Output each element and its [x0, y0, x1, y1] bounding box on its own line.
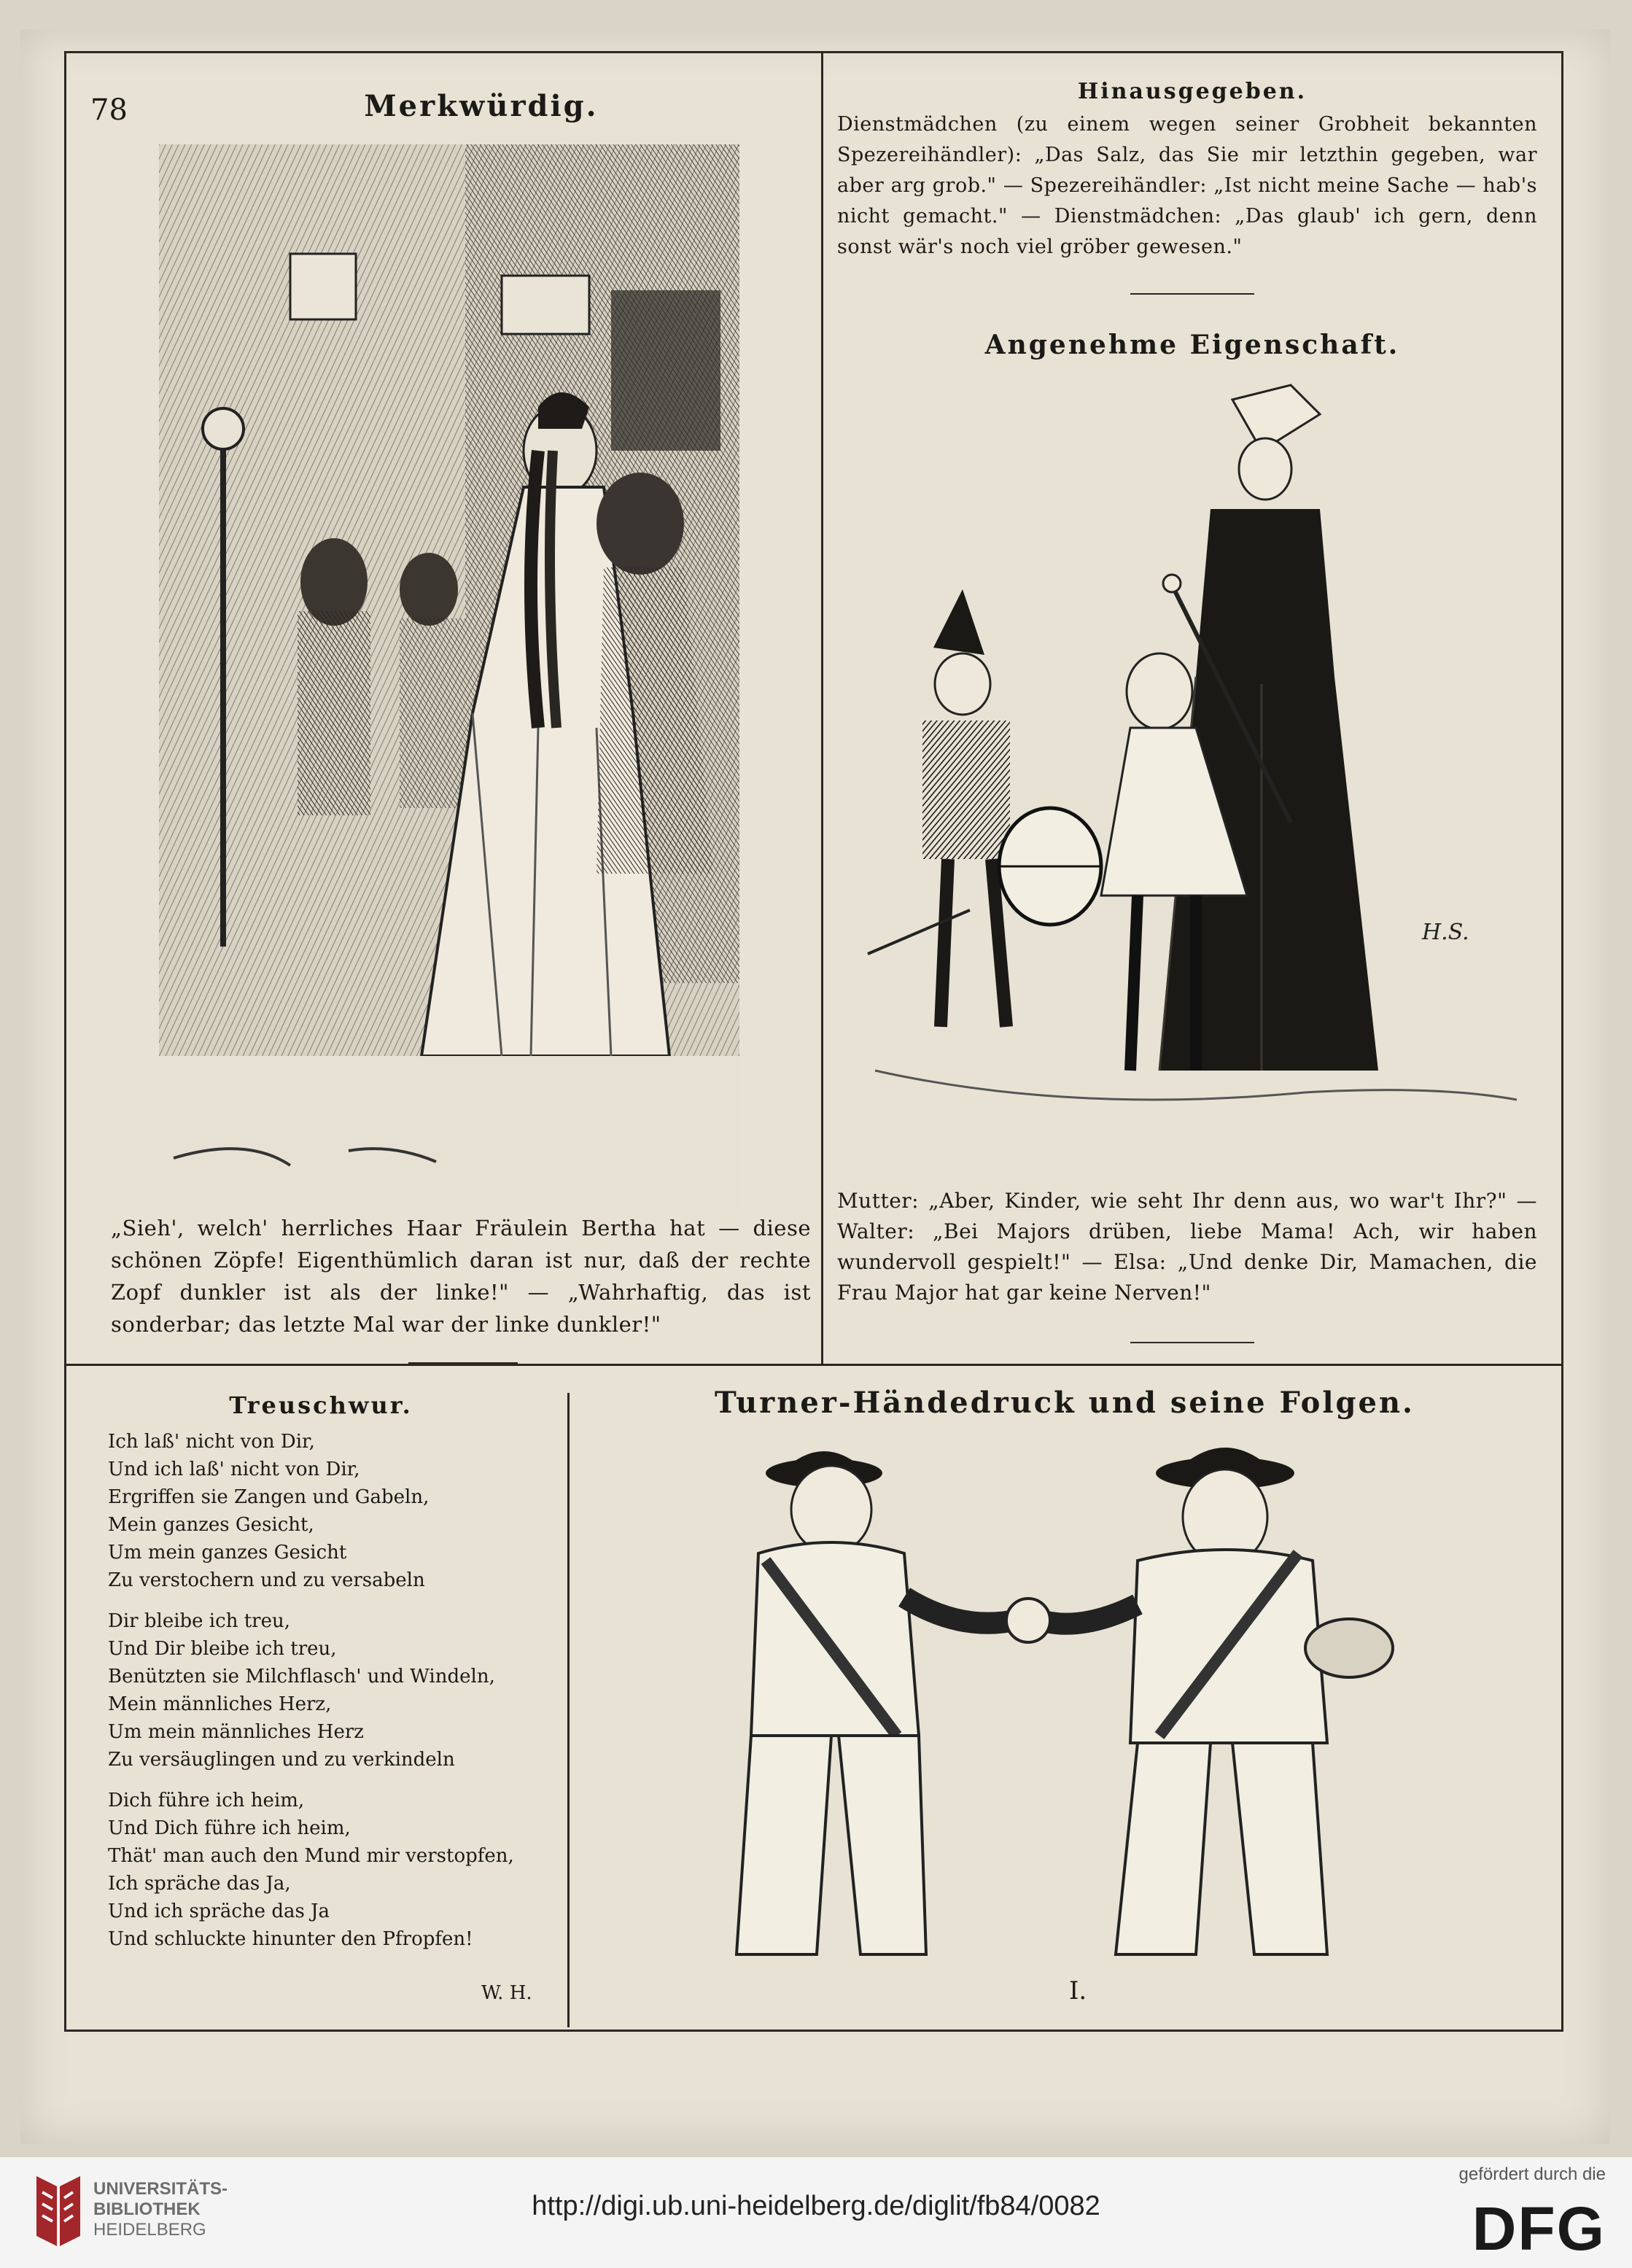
poem-line: Und schluckte hinunter den Pfropfen!	[108, 1928, 473, 1950]
sponsor-text: gefördert durch die	[1458, 2164, 1606, 2184]
poem-line: Um mein ganzes Gesicht	[108, 1542, 347, 1564]
angenehme-end-rule	[1130, 1342, 1254, 1343]
poem-line: Dir bleibe ich treu,	[108, 1610, 290, 1632]
merkwuerdig-text: „Sieh', welch' herrliches Haar Fräulein Bertha hat — diese schönen Zöpfe! Eigenthümlich daran ist nur, daß der rechte Zopf dunkler ist als der linke!" — „Wahrhaftig, das ist sonderbar; das letzte Mal war der linke dunkler!"	[111, 1216, 811, 1337]
poem-signature: W. H.	[481, 1982, 532, 2004]
poem-line: Und ich laß' nicht von Dir,	[108, 1459, 360, 1480]
poem-line: Thät' man auch den Mund mir verstopfen,	[108, 1845, 514, 1867]
handshake-illustration	[656, 1429, 1473, 1976]
poem-line: Mein männliches Herz,	[108, 1693, 332, 1715]
poem-stanza-1	[108, 1428, 560, 1594]
poem-line: Und ich spräche das Ja	[108, 1900, 330, 1922]
handshake-caption: I.	[1069, 1976, 1087, 2005]
poem-line: Mein ganzes Gesicht,	[108, 1514, 314, 1536]
poem-line: Benützten sie Milchflasch' und Windeln,	[108, 1666, 495, 1688]
university-name-line3: HEIDELBERG	[93, 2220, 206, 2240]
turner-haendedruck-title: Turner-Händedruck und seine Folgen.	[715, 1386, 1415, 1420]
university-name-line1: UNIVERSITÄTS-	[93, 2179, 228, 2199]
digital-library-url[interactable]: http://digi.ub.uni-heidelberg.de/diglit/fb84/0082	[532, 2191, 1100, 2221]
mother-with-children-drum-icon	[853, 370, 1539, 1158]
section-divider	[64, 1364, 1561, 1366]
mother-children-illustration	[853, 370, 1539, 1158]
poem-line: Und Dir bleibe ich treu,	[108, 1638, 337, 1660]
dfg-logo[interactable]: DFG	[1472, 2194, 1606, 2263]
angenehme-eigenschaft-text: Mutter: „Aber, Kinder, wie seht Ihr denn aus, wo war't Ihr?" — Walter: „Bei Majors drüben, liebe Mama! Ach, wir haben wundervoll gespielt!" — Elsa: „Und denke Dir, Mamachen, die Frau Major hat gar keine Nerven!"	[837, 1189, 1537, 1305]
two-men-handshake-icon	[656, 1429, 1473, 1976]
hinausgegeben-text: Dienstmädchen (zu einem wegen seiner Grobheit bekannten Spezereihändler): „Das Salz, das Sie mir letzthin gegeben, war aber arg grob." — Spezereihändler: „Ist nicht meine Sache — hab's nicht gemacht." — Dienstmädchen: „Das glaub' ich gern, denn sonst wär's noch viel gröber gewesen."	[837, 113, 1537, 258]
poem-line: Ergriffen sie Zangen und Gabeln,	[108, 1486, 430, 1508]
street-scene-woman-with-braids-icon	[159, 144, 739, 1209]
merkwuerdig-title: Merkwürdig.	[364, 89, 599, 123]
poem-stanza-2	[108, 1607, 560, 1774]
page-number: 78	[90, 93, 128, 127]
poem-line: Zu versäuglingen und zu verkindeln	[108, 1749, 455, 1771]
poem-line: Zu verstochern und zu versabeln	[108, 1569, 425, 1591]
svg-text:H.S.: H.S.	[1422, 920, 1469, 945]
poem-line: Dich führe ich heim,	[108, 1790, 305, 1811]
poem-line: Und Dich führe ich heim,	[108, 1817, 351, 1839]
poem-line: Ich spräche das Ja,	[108, 1873, 291, 1895]
university-name-line2: BIBLIOTHEK	[93, 2199, 201, 2219]
hinausgegeben-title: Hinausgegeben.	[1077, 79, 1307, 104]
column-divider-bottom	[567, 1393, 570, 2027]
treuschwur-poem	[108, 1428, 560, 1966]
merkwuerdig-end-rule	[408, 1362, 518, 1364]
poem-line: Um mein männliches Herz	[108, 1721, 364, 1743]
angenehme-eigenschaft-title: Angenehme Eigenschaft.	[984, 330, 1400, 360]
poem-stanza-3	[108, 1787, 560, 1953]
street-scene-illustration	[159, 144, 739, 1209]
column-divider-top	[821, 51, 823, 1364]
hinausgegeben-end-rule	[1130, 293, 1254, 295]
treuschwur-title: Treuschwur.	[229, 1391, 413, 1419]
poem-line: Ich laß' nicht von Dir,	[108, 1431, 315, 1453]
